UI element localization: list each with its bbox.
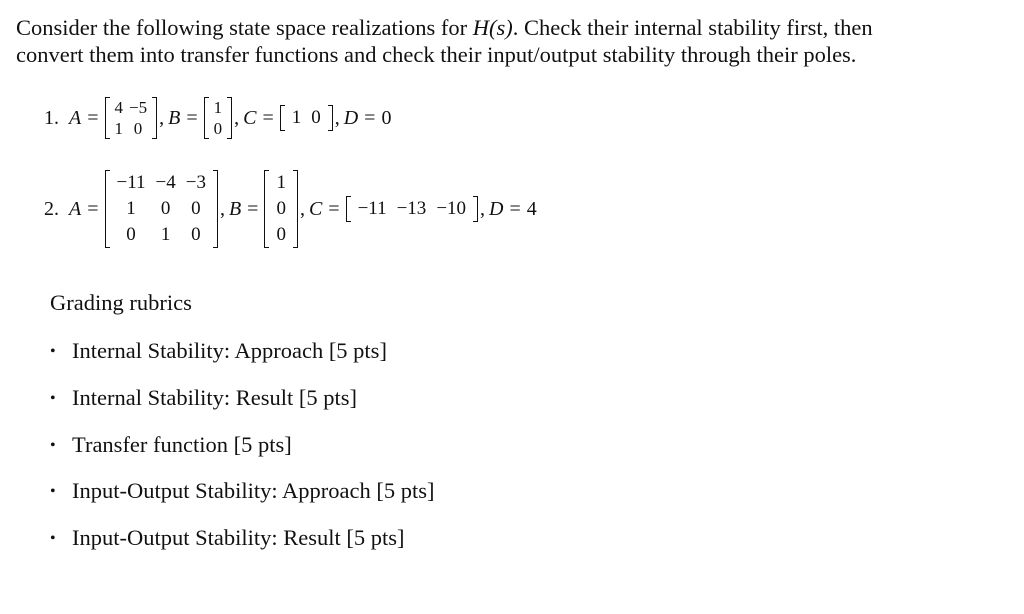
rubric-item-label: Input-Output Stability: Result [5 pts] — [72, 525, 405, 551]
matrix-d-label: D — [489, 197, 504, 220]
matrix-cell: −13 — [396, 198, 427, 219]
matrix-a — [105, 97, 158, 139]
matrix-cell: 0 — [213, 119, 223, 138]
matrix-cell: 4 — [114, 98, 123, 117]
problem-2: 2. A = −11 −4 −3 1 0 0 0 1 0 , B = 1 0 0 , C = −11 −13 −10 , D = 4 — [44, 170, 537, 248]
matrix-cell: 0 — [191, 198, 201, 219]
matrix-cell: −10 — [436, 198, 467, 219]
bullet-icon: • — [50, 483, 56, 501]
matrix-cell: 0 — [276, 198, 286, 219]
rubric-item — [50, 338, 434, 385]
matrix-cell: −11 — [116, 172, 146, 193]
matrix-c-label: C — [308, 197, 323, 220]
matrix-a-label: A — [69, 197, 82, 220]
matrix-c — [280, 105, 333, 131]
problem-1: 1. A = 4 −5 1 0 , B = 1 0 , C = 1 0 , D = 0 — [44, 98, 392, 138]
matrix-a-label: A — [69, 106, 82, 129]
rubric-item-label: Internal Stability: Result [5 pts] — [72, 384, 357, 410]
matrix-b — [264, 170, 298, 248]
statement-line-2: convert them into transfer functions and check their input/output stability through their poles. — [16, 42, 857, 67]
rubric-item — [50, 478, 434, 525]
problem-number: 2. — [44, 197, 59, 220]
matrix-d-value: 0 — [381, 106, 392, 129]
matrix-cell: 1 — [276, 172, 286, 193]
matrix-cell: 1 — [160, 224, 171, 245]
problem-number: 1. — [44, 106, 59, 129]
matrix-b-label: B — [168, 106, 181, 129]
matrix-cell: 0 — [133, 119, 143, 138]
rubric-item-label: Transfer function [5 pts] — [72, 431, 292, 457]
rubric-item — [50, 385, 434, 432]
rubric-item-label: Internal Stability: Approach [5 pts] — [72, 338, 387, 363]
statement-line-1: Consider the following state space realizations for H(s). Check their internal stability first, then — [16, 15, 873, 40]
rubric-item — [50, 525, 434, 572]
matrix-b-label: B — [228, 197, 242, 220]
matrix-cell: 0 — [276, 224, 286, 245]
matrix-cell: 0 — [311, 107, 321, 128]
problem-statement — [16, 14, 1006, 68]
bullet-icon: • — [50, 389, 56, 407]
matrix-c — [346, 196, 478, 222]
grading-heading: Grading rubrics — [50, 290, 192, 315]
rubric-item — [50, 432, 434, 479]
matrix-d-value: 4 — [526, 197, 537, 220]
matrix-cell: 0 — [191, 224, 201, 245]
matrix-cell: −11 — [357, 198, 387, 219]
matrix-b — [204, 97, 233, 139]
transfer-function-symbol: H(s) — [472, 15, 513, 40]
rubric-item-label: Input-Output Stability: Approach [5 pts] — [72, 478, 435, 504]
matrix-cell: 1 — [114, 119, 123, 138]
matrix-d-label: D — [343, 106, 359, 129]
matrix-a — [105, 170, 218, 248]
bullet-icon: • — [50, 436, 56, 454]
bullet-icon: • — [50, 530, 56, 548]
matrix-cell: 0 — [160, 198, 171, 219]
matrix-cell: −3 — [185, 172, 206, 193]
matrix-cell: 1 — [213, 98, 223, 117]
matrix-cell: 1 — [291, 107, 302, 128]
grading-rubric-list — [50, 338, 434, 572]
matrix-cell: −5 — [129, 98, 148, 117]
matrix-c-label: C — [243, 106, 257, 129]
bullet-icon: • — [50, 343, 56, 360]
matrix-cell: −4 — [155, 172, 176, 193]
matrix-cell: 0 — [126, 224, 136, 245]
matrix-cell: 1 — [126, 198, 136, 219]
